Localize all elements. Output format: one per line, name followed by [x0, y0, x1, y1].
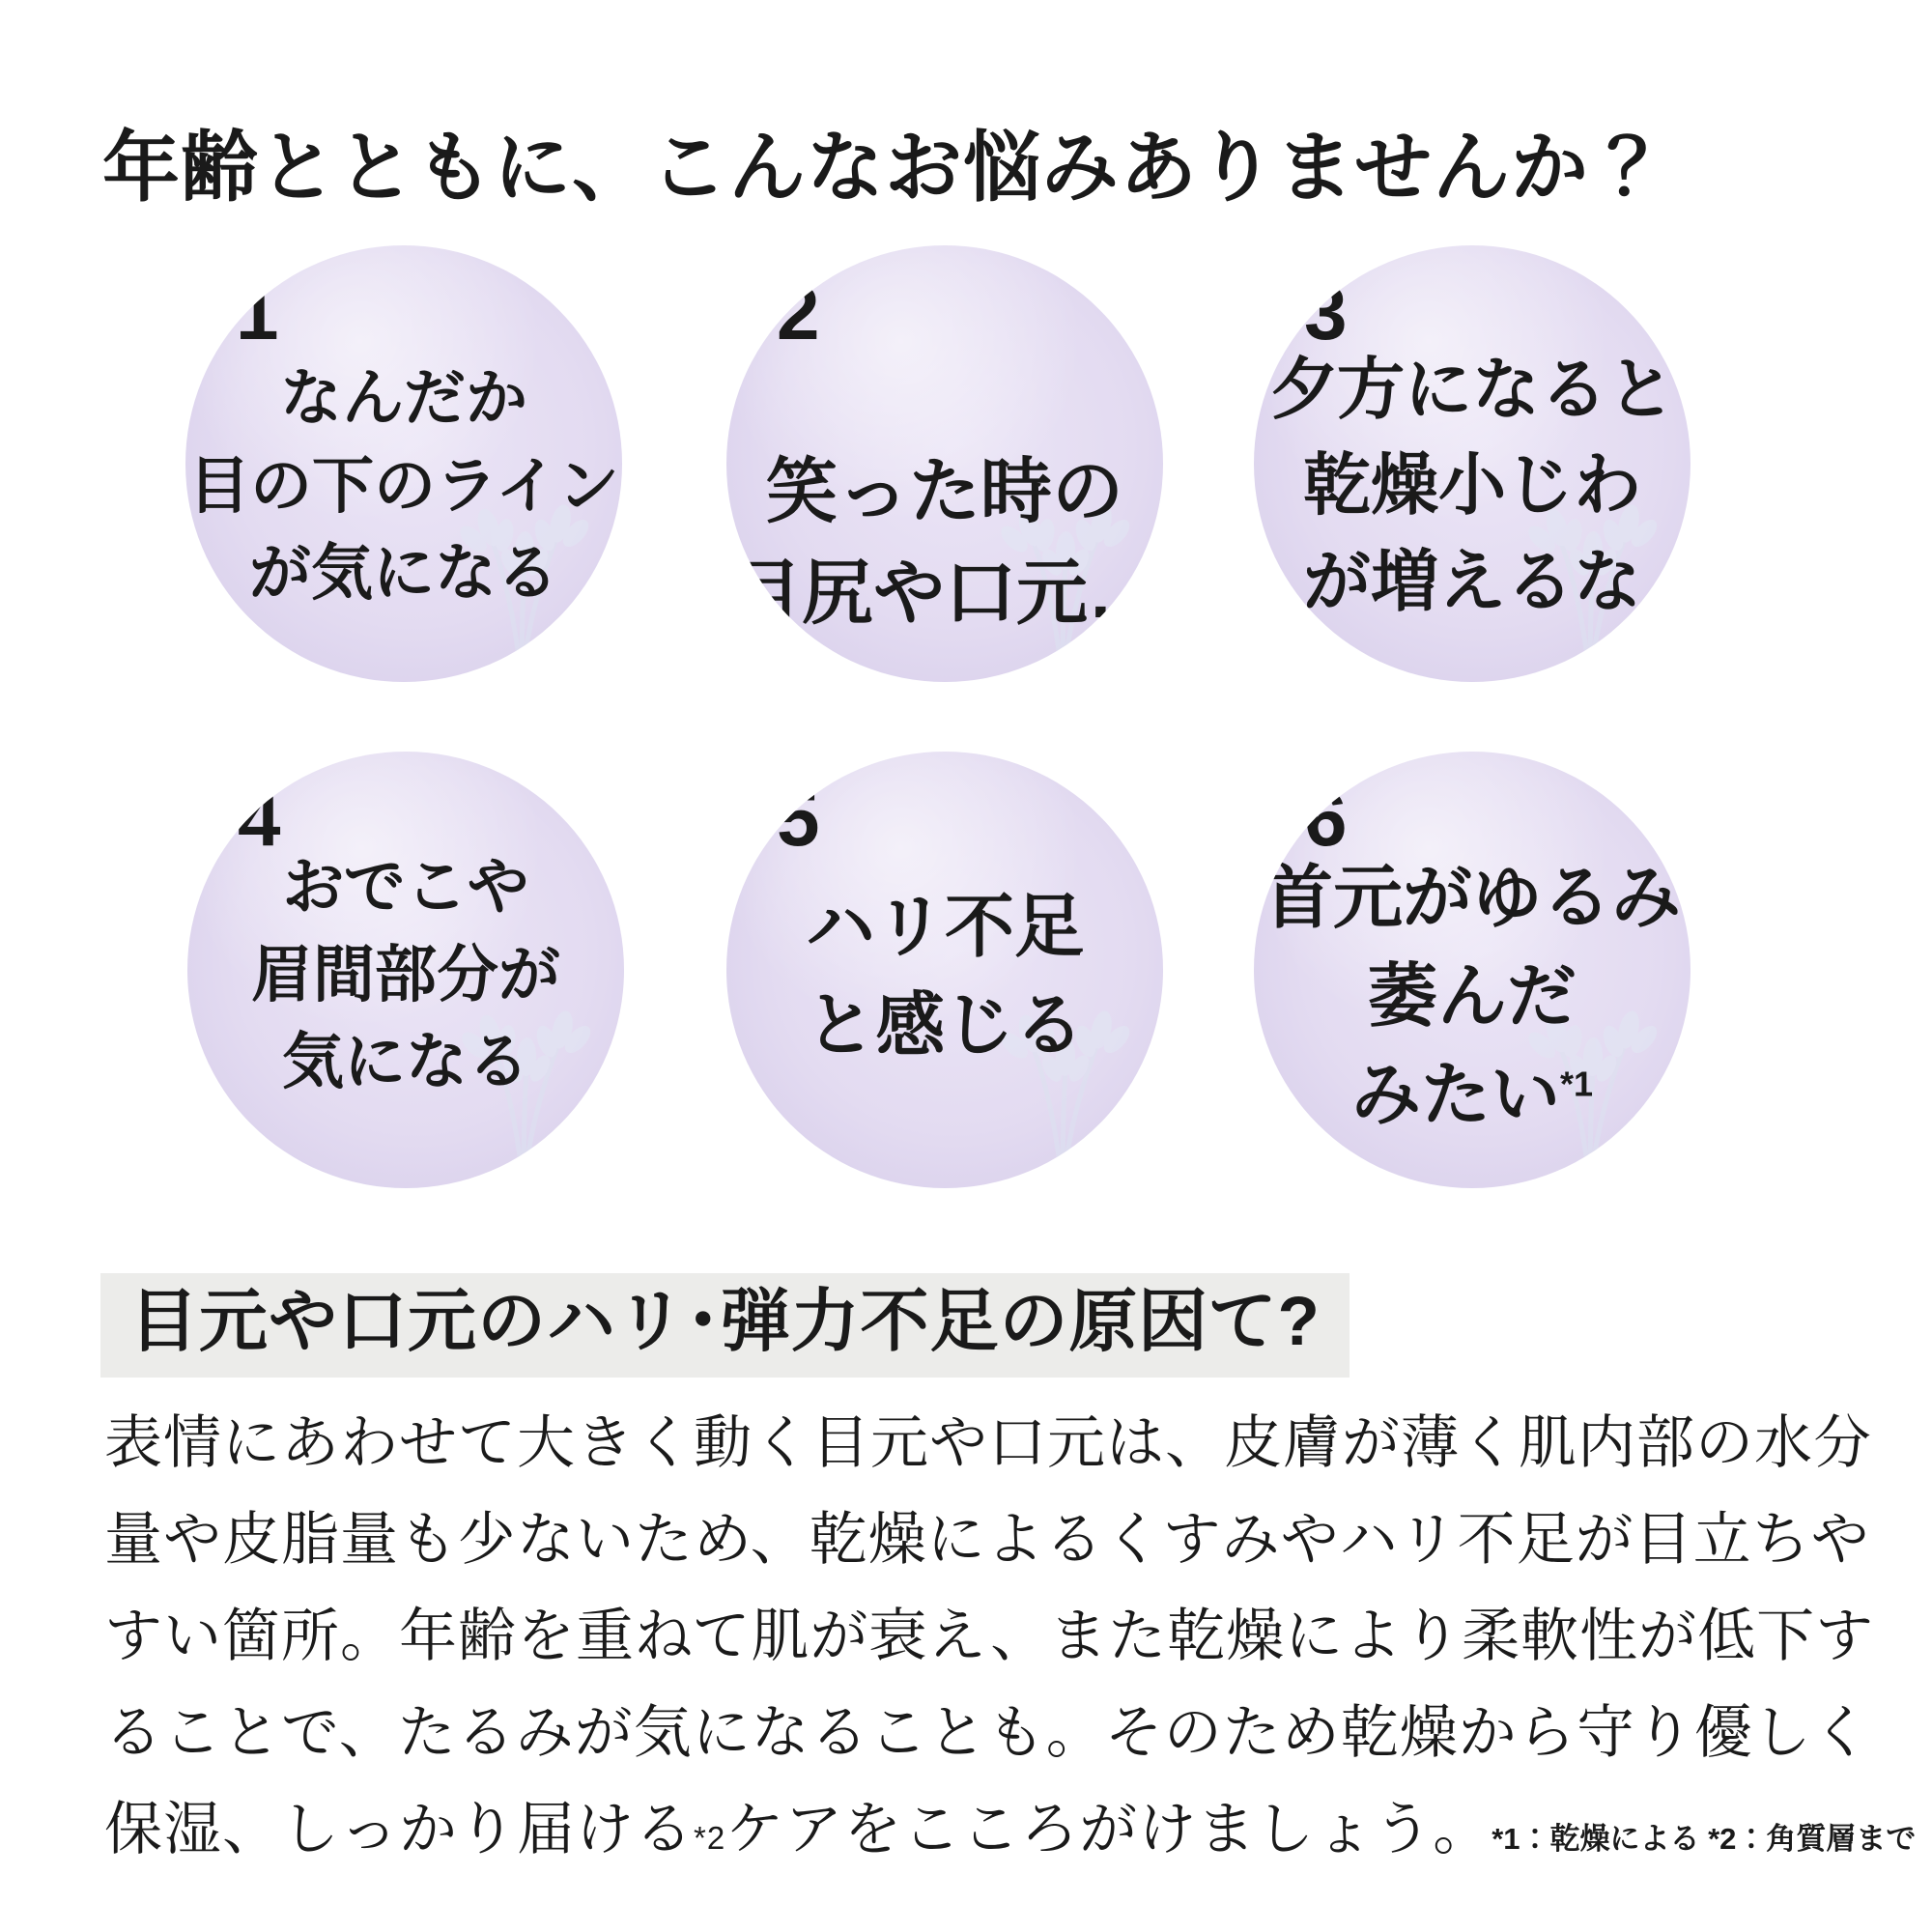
concern-number: 6	[1304, 776, 1348, 862]
concern-line: みたい$^{*1}$	[1350, 1057, 1594, 1135]
concern-circle-1	[185, 245, 622, 682]
concern-circle-5	[726, 752, 1163, 1188]
body-line-text: ケアをこころがけましょう。	[725, 1797, 1492, 1861]
concern-number: 4	[238, 776, 281, 862]
concern-number: 1	[236, 270, 279, 355]
concern-line: 気になる	[282, 1027, 529, 1097]
concern-line: が増えるな	[1303, 543, 1641, 619]
concern-number: 3	[1304, 270, 1348, 355]
concern-number: 5	[777, 776, 820, 862]
page-title: 年齢とともに、こんなお悩みありませんか？	[102, 124, 1667, 211]
footnote-marker: *1	[1559, 1064, 1594, 1104]
body-line: すい箇所。年齢を重ねて肌が衰え、また乾燥により柔軟性が低下す	[104, 1604, 1875, 1668]
concern-line: と感じる	[805, 987, 1084, 1065]
body-line: 表情にあわせて大きく動く目元や口元は、皮膚が薄く肌内部の水分	[104, 1410, 1872, 1475]
concern-line: 萎んだ	[1367, 957, 1577, 1036]
body-line: ることで、たるみが気になることも。そのため乾燥から守り優しく	[104, 1700, 1871, 1765]
concern-line: 首元がゆるみ	[1263, 859, 1681, 937]
body-paragraph	[104, 1395, 1917, 1878]
concern-line: なんだか	[280, 362, 527, 433]
concern-circle-4	[187, 752, 624, 1188]
concern-circle-2	[726, 245, 1163, 682]
concern-line: 目の下のライン	[187, 450, 620, 521]
concern-circle-3	[1254, 245, 1690, 682]
concern-line: 笑った時の	[766, 450, 1123, 531]
concern-line: 眉間部分が	[251, 939, 560, 1009]
footnote-marker: *2	[694, 1820, 726, 1856]
footnote: *1：乾燥による *2：角質層まで	[1492, 1822, 1917, 1856]
concern-number: 2	[777, 270, 820, 355]
concern-line: が気になる	[249, 538, 558, 609]
concern-line: おでこや	[282, 851, 529, 922]
concern-line: ハリ不足	[805, 888, 1084, 966]
concern-line: 目尻や口元…	[730, 553, 1159, 633]
body-line: 量や皮脂量も少ないため、乾燥によるくすみやハリ不足が目立ちや	[104, 1507, 1870, 1572]
section-heading: 目元や口元のハリ･弾力不足の原因て?	[100, 1273, 1350, 1378]
concern-circle-6	[1254, 752, 1690, 1188]
concern-line: 乾燥小じわ	[1303, 447, 1641, 524]
body-line-text: 保湿、しっかり届ける	[104, 1797, 694, 1861]
body-line	[104, 1781, 1917, 1878]
concern-line: 夕方になると	[1269, 351, 1675, 427]
